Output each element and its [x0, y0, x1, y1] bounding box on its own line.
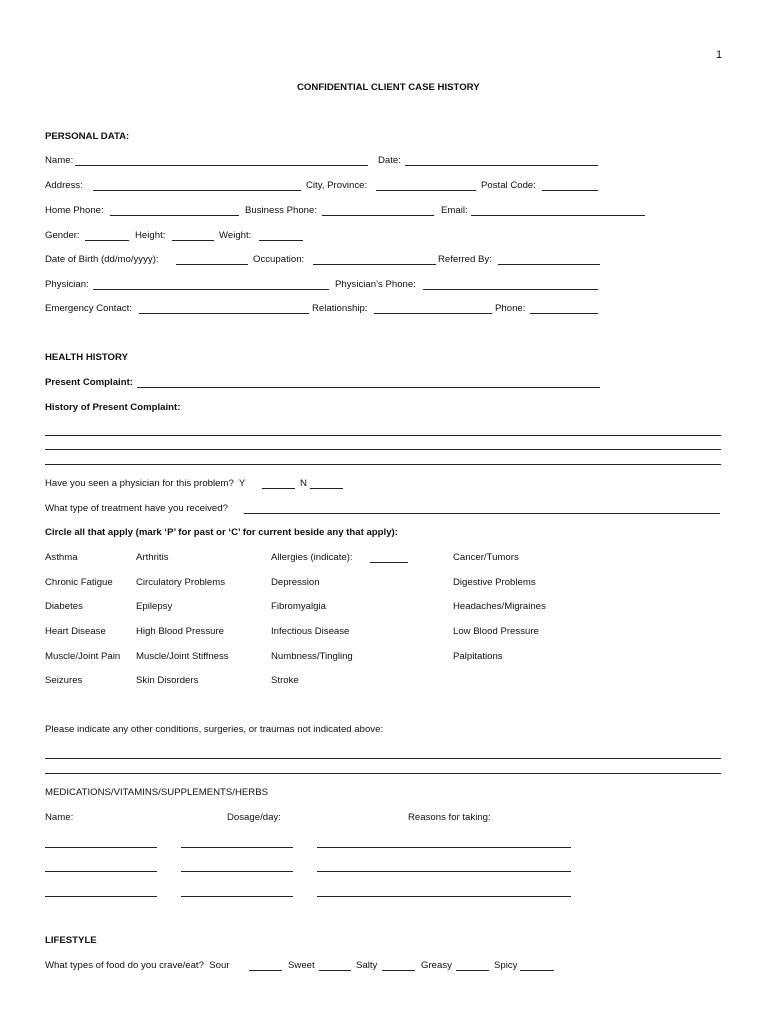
other-conditions-line-1[interactable]	[45, 758, 721, 759]
condition-muscle-joint-stiffness[interactable]: Muscle/Joint Stiffness	[136, 651, 229, 662]
city-field[interactable]	[376, 190, 476, 191]
email-label: Email:	[441, 205, 468, 216]
height-field[interactable]	[172, 240, 214, 241]
medication-dosage-header: Dosage/day:	[227, 812, 281, 823]
medication-name-field-2[interactable]	[45, 871, 157, 872]
condition-muscle-joint-pain[interactable]: Muscle/Joint Pain	[45, 651, 121, 662]
seen-physician-yes-field[interactable]	[262, 488, 295, 489]
physician-phone-label: Physician’s Phone:	[335, 279, 416, 290]
personal-data-heading: PERSONAL DATA:	[45, 131, 130, 142]
present-complaint-label: Present Complaint:	[45, 377, 133, 388]
history-line-3[interactable]	[45, 464, 721, 465]
medication-name-field-1[interactable]	[45, 847, 157, 848]
home-phone-field[interactable]	[110, 215, 239, 216]
condition-headaches-migraines[interactable]: Headaches/Migraines	[453, 601, 546, 612]
condition-numbness-tingling[interactable]: Numbness/Tingling	[271, 651, 353, 662]
greasy-field[interactable]	[456, 970, 489, 971]
physician-phone-field[interactable]	[423, 289, 598, 290]
phone-field[interactable]	[530, 313, 598, 314]
postal-code-field[interactable]	[542, 190, 598, 191]
weight-label: Weight:	[219, 230, 252, 241]
sweet-label: Sweet	[288, 960, 315, 971]
treatment-label: What type of treatment have you received?	[45, 503, 228, 514]
lifestyle-heading: LIFESTYLE	[45, 935, 97, 946]
business-phone-label: Business Phone:	[245, 205, 317, 216]
condition-depression[interactable]: Depression	[271, 577, 320, 588]
medication-reasons-field-1[interactable]	[317, 847, 571, 848]
medication-dosage-field-2[interactable]	[181, 871, 293, 872]
other-conditions-label: Please indicate any other conditions, surgeries, or traumas not indicated above:	[45, 724, 384, 735]
condition-cancer-tumors[interactable]: Cancer/Tumors	[453, 552, 519, 563]
gender-field[interactable]	[85, 240, 129, 241]
condition-fibromyalgia[interactable]: Fibromyalgia	[271, 601, 326, 612]
referred-by-label: Referred By:	[438, 254, 492, 265]
condition-circulatory-problems[interactable]: Circulatory Problems	[136, 577, 226, 588]
email-field[interactable]	[471, 215, 645, 216]
dob-field[interactable]	[176, 264, 248, 265]
date-label: Date:	[378, 155, 401, 166]
seen-physician-label: Have you seen a physician for this problem? Y	[45, 478, 246, 489]
occupation-label: Occupation:	[253, 254, 305, 265]
medication-reasons-header: Reasons for taking:	[408, 812, 491, 823]
phone-label: Phone:	[495, 303, 526, 314]
medication-name-header: Name:	[45, 812, 74, 823]
address-field[interactable]	[93, 190, 301, 191]
seen-physician-no-label: N	[300, 478, 307, 489]
business-phone-field[interactable]	[322, 215, 434, 216]
city-label: City, Province:	[306, 180, 368, 191]
salty-field[interactable]	[382, 970, 415, 971]
allergies-field[interactable]	[370, 562, 408, 563]
emergency-contact-label: Emergency Contact:	[45, 303, 132, 314]
condition-stroke[interactable]: Stroke	[271, 675, 299, 686]
seen-physician-no-field[interactable]	[310, 488, 343, 489]
condition-asthma[interactable]: Asthma	[45, 552, 78, 563]
relationship-field[interactable]	[374, 313, 492, 314]
date-field[interactable]	[405, 165, 598, 166]
name-label: Name:	[45, 155, 74, 166]
treatment-field[interactable]	[244, 513, 720, 514]
food-question-label: What types of food do you crave/eat? Sour	[45, 960, 230, 971]
history-line-2[interactable]	[45, 449, 721, 450]
condition-skin-disorders[interactable]: Skin Disorders	[136, 675, 199, 686]
history-line-1[interactable]	[45, 435, 721, 436]
sweet-field[interactable]	[319, 970, 351, 971]
spicy-field[interactable]	[520, 970, 554, 971]
condition-arthritis[interactable]: Arthritis	[136, 552, 169, 563]
medication-name-field-3[interactable]	[45, 896, 157, 897]
condition-chronic-fatigue[interactable]: Chronic Fatigue	[45, 577, 113, 588]
medication-dosage-field-1[interactable]	[181, 847, 293, 848]
occupation-field[interactable]	[313, 264, 436, 265]
condition-heart-disease[interactable]: Heart Disease	[45, 626, 106, 637]
physician-label: Physician:	[45, 279, 89, 290]
name-field[interactable]	[75, 165, 368, 166]
weight-field[interactable]	[259, 240, 303, 241]
medication-reasons-field-2[interactable]	[317, 871, 571, 872]
sour-field[interactable]	[249, 970, 282, 971]
referred-by-field[interactable]	[498, 264, 600, 265]
other-conditions-line-2[interactable]	[45, 773, 721, 774]
postal-code-label: Postal Code:	[481, 180, 536, 191]
gender-label: Gender:	[45, 230, 80, 241]
greasy-label: Greasy	[421, 960, 452, 971]
condition-low-blood-pressure[interactable]: Low Blood Pressure	[453, 626, 539, 637]
history-present-complaint-label: History of Present Complaint:	[45, 402, 181, 413]
condition-palpitations[interactable]: Palpitations	[453, 651, 503, 662]
spicy-label: Spicy	[494, 960, 518, 971]
salty-label: Salty	[356, 960, 378, 971]
medication-dosage-field-3[interactable]	[181, 896, 293, 897]
condition-epilepsy[interactable]: Epilepsy	[136, 601, 173, 612]
present-complaint-field[interactable]	[137, 387, 600, 388]
physician-field[interactable]	[93, 289, 329, 290]
condition-seizures[interactable]: Seizures	[45, 675, 83, 686]
condition-allergies[interactable]: Allergies (indicate):	[271, 552, 353, 563]
circle-instructions: Circle all that apply (mark ‘P’ for past or ‘C’ for current beside any that apply):	[45, 527, 398, 538]
page-number: 1	[716, 49, 723, 61]
height-label: Height:	[135, 230, 166, 241]
condition-diabetes[interactable]: Diabetes	[45, 601, 83, 612]
health-history-heading: HEALTH HISTORY	[45, 352, 128, 363]
dob-label: Date of Birth (dd/mo/yyyy):	[45, 254, 159, 265]
address-label: Address:	[45, 180, 83, 191]
home-phone-label: Home Phone:	[45, 205, 104, 216]
condition-digestive-problems[interactable]: Digestive Problems	[453, 577, 536, 588]
condition-high-blood-pressure[interactable]: High Blood Pressure	[136, 626, 224, 637]
form-title: CONFIDENTIAL CLIENT CASE HISTORY	[297, 82, 480, 93]
condition-infectious-disease[interactable]: Infectious Disease	[271, 626, 350, 637]
emergency-contact-field[interactable]	[139, 313, 309, 314]
medication-reasons-field-3[interactable]	[317, 896, 571, 897]
relationship-label: Relationship:	[312, 303, 368, 314]
medications-heading: MEDICATIONS/VITAMINS/SUPPLEMENTS/HERBS	[45, 787, 268, 798]
